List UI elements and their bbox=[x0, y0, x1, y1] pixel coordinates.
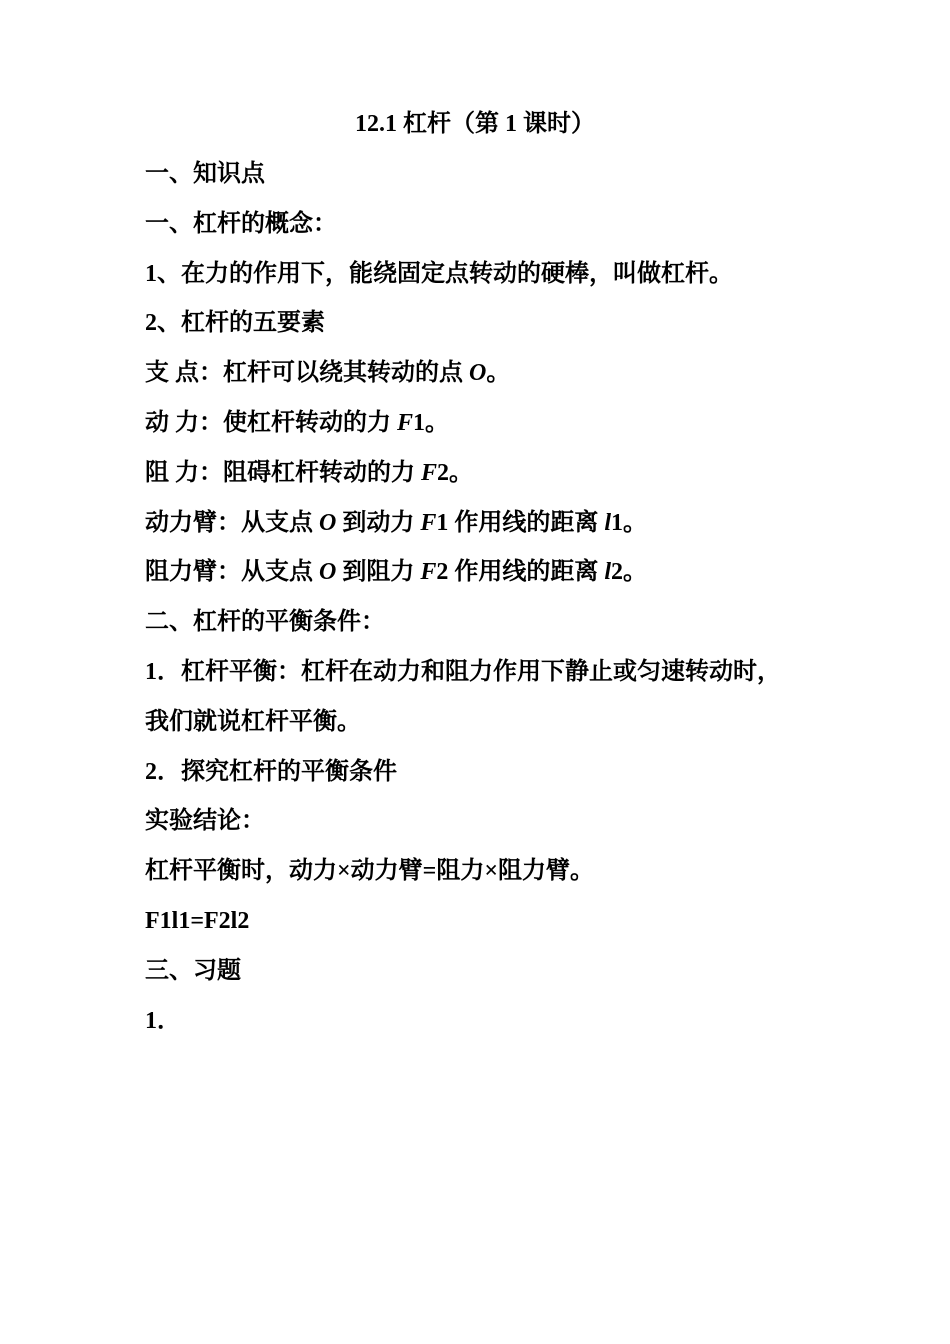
definition-resistance-force: 阻 力：阻碍杠杆转动的力 F2。 bbox=[145, 459, 474, 486]
paragraph-definition: 1、在力的作用下，能绕固定点转动的硬棒，叫做杠杆。 bbox=[145, 260, 733, 287]
paragraph-balance-definition-cont: 我们就说杠杆平衡。 bbox=[145, 708, 361, 735]
section-heading-exercises: 三、习题 bbox=[145, 957, 241, 984]
paragraph-balance-definition: 1．杠杆平衡：杠杆在动力和阻力作用下静止或匀速转动时， bbox=[145, 658, 781, 685]
formula-balance: F1l1=F2l2 bbox=[145, 907, 250, 934]
paragraph-conclusion: 杠杆平衡时，动力×动力臂=阻力×阻力臂。 bbox=[145, 858, 595, 885]
paragraph-five-elements: 2、杠杆的五要素 bbox=[145, 310, 325, 337]
paragraph-explore-balance: 2．探究杠杆的平衡条件 bbox=[145, 758, 397, 785]
definition-resistance-arm: 阻力臂：从支点 O 到阻力 F2 作用线的距离 l2。 bbox=[145, 559, 648, 586]
document-body bbox=[145, 154, 825, 1050]
definition-effort-force: 动 力：使杠杆转动的力 F1。 bbox=[145, 409, 450, 436]
paragraph-conclusion-label: 实验结论： bbox=[145, 808, 265, 835]
definition-effort-arm: 动力臂：从支点 O 到动力 F1 作用线的距离 l1。 bbox=[145, 509, 648, 536]
subsection-heading-concept: 一、杠杆的概念： bbox=[145, 210, 337, 237]
definition-fulcrum: 支 点：杠杆可以绕其转动的点 O。 bbox=[145, 360, 511, 387]
exercise-item-1: 1． bbox=[145, 1007, 181, 1034]
page-title: 12.1 杠杆（第 1 课时） bbox=[355, 111, 595, 137]
section-heading-balance: 二、杠杆的平衡条件： bbox=[145, 609, 385, 636]
section-heading-knowledge: 一、知识点 bbox=[145, 161, 265, 187]
